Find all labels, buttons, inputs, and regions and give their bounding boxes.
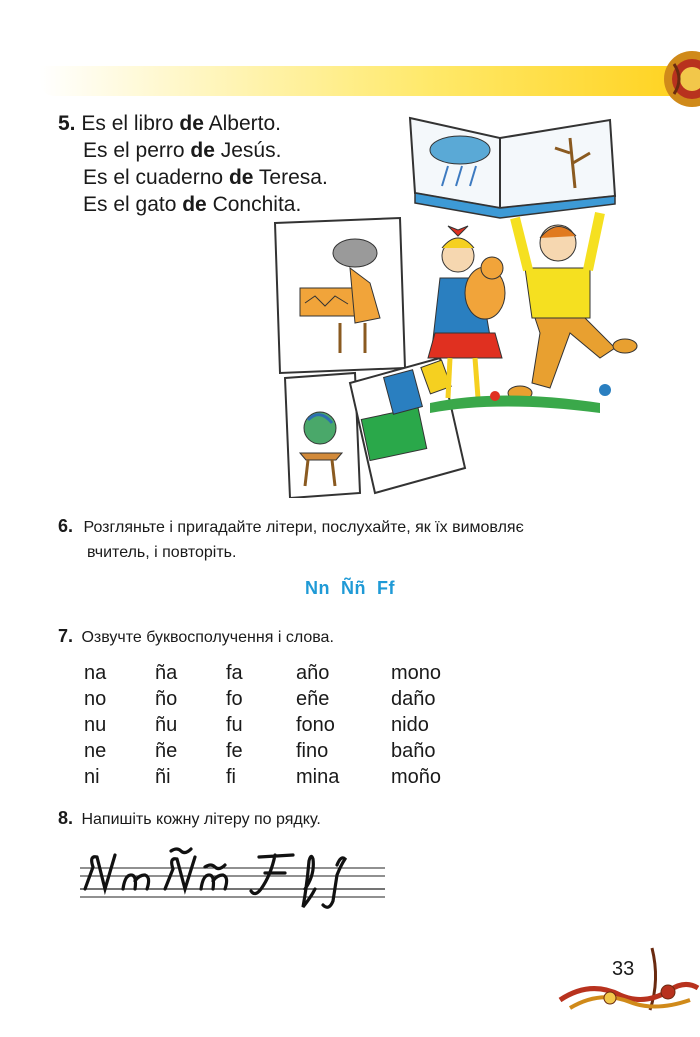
syllable: nu (84, 714, 107, 736)
syllable: ne (84, 740, 107, 762)
boy-figure (508, 213, 637, 400)
flower-icon (490, 391, 500, 401)
book-drawing (410, 118, 615, 218)
exercise-number: 7. (58, 626, 74, 646)
syllable: ño (155, 688, 178, 710)
word: eñe (296, 688, 330, 710)
cursive-writing-sample (75, 845, 395, 915)
word: fono (296, 714, 335, 736)
syllable: fu (226, 714, 243, 736)
flower-icon (599, 384, 611, 396)
corner-ornament-top (660, 44, 700, 114)
exercise-6 (58, 514, 524, 565)
syllable-column (155, 660, 177, 790)
exercise-number: 6. (58, 516, 74, 536)
highlight-word: de (179, 112, 204, 135)
instruction-line: вчитель, і повторіть. (87, 544, 237, 561)
syllable: no (84, 688, 107, 710)
sentence-end: Jesús. (214, 139, 282, 162)
word: baño (391, 740, 436, 762)
sentence-start: Es el perro (83, 139, 191, 162)
word-column (391, 660, 441, 790)
dog-card (275, 218, 405, 373)
exercise-8 (58, 806, 321, 832)
exercise-number: 8. (58, 808, 74, 828)
highlight-word: de (228, 166, 254, 189)
syllable-column (84, 660, 106, 790)
instruction-line: Напишіть кожну літеру по рядку. (81, 811, 321, 828)
word: nido (391, 714, 429, 736)
sentence-start: Es el gato (83, 193, 183, 216)
sentence-end: Alberto. (203, 112, 281, 135)
exercise-number: 5. (58, 112, 76, 135)
instruction-line: Озвучте буквосполучення і слова. (81, 629, 334, 646)
syllable: fa (226, 662, 243, 684)
instruction-line: Розгляньте і пригадайте літери, послухайте, як їх вимовляє (83, 519, 524, 536)
page-number: 33 (612, 958, 635, 980)
corner-ornament-bottom (550, 940, 700, 1020)
syllable: ni (84, 766, 100, 788)
syllable: ña (155, 662, 178, 684)
word-column (296, 660, 339, 790)
illustration (270, 108, 650, 498)
syllable: ñe (155, 740, 178, 762)
syllable: ñu (155, 714, 178, 736)
syllable: fi (226, 766, 236, 788)
word: mina (296, 766, 340, 788)
syllable: fo (226, 688, 243, 710)
syllable-column (226, 660, 243, 790)
word: mono (391, 662, 442, 684)
globe-card (285, 373, 360, 498)
syllable: na (84, 662, 107, 684)
word: fino (296, 740, 329, 762)
highlight-word: de (190, 139, 215, 162)
header-band (40, 66, 690, 96)
exercise-7 (58, 624, 334, 650)
word: año (296, 662, 330, 684)
word: moño (391, 766, 442, 788)
syllable: ñi (155, 766, 171, 788)
letters-display: Nn Ññ Ff (305, 578, 395, 598)
sentence-end: Teresa. (253, 166, 328, 189)
word: daño (391, 688, 436, 710)
sentence-start: Es el cuaderno (83, 166, 229, 189)
syllable: fe (226, 740, 243, 762)
sentence-end: Conchita. (206, 193, 302, 216)
highlight-word: de (182, 193, 207, 216)
sentence-start: Es el libro (81, 112, 180, 135)
grass (430, 396, 600, 414)
